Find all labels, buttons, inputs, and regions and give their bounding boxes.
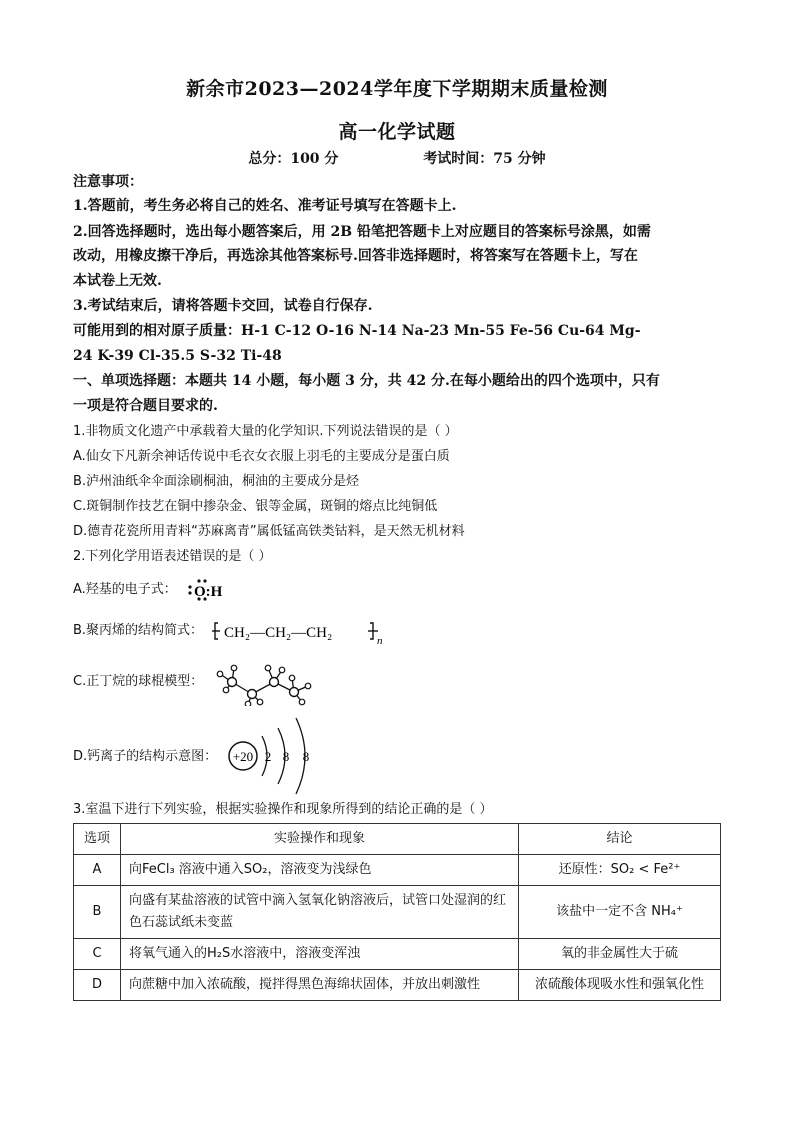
question-2-stem: 2.下列化学用语表述错误的是（ ） bbox=[73, 549, 272, 564]
row-operation: 向蔗糖中加入浓硫酸，搅拌得黑色海绵状固体，并放出刺激性 bbox=[121, 970, 519, 1001]
hydroxyl-formula-text: O:H bbox=[194, 584, 223, 600]
table-row bbox=[74, 855, 721, 886]
total-score: 总分：100 分 bbox=[248, 151, 339, 167]
calcium-ion-structure-diagram bbox=[226, 714, 326, 798]
question-1-option-a: A.仙女下凡新余神话传说中毛衣女衣服上羽毛的主要成分是蛋白质 bbox=[73, 449, 450, 464]
note-2-line-1: 2.回答选择题时，选出每小题答案后，用 2B 铅笔把答题卡上对应题目的答案标号涂黑，如需 bbox=[73, 224, 651, 240]
note-2-line-3: 本试卷上无效. bbox=[73, 273, 162, 289]
question-2-option-b: B.聚丙烯的结构简式： bbox=[73, 623, 204, 638]
row-option: A bbox=[74, 855, 121, 886]
note-3: 3.考试结束后，请将答题卡交回，试卷自行保存. bbox=[73, 298, 373, 314]
exam-time: 考试时间：75 分钟 bbox=[423, 151, 546, 167]
question-2-option-c: C.正丁烷的球棍模型： bbox=[73, 674, 204, 689]
section-1-line-1: 一、单项选择题：本题共 14 小题，每小题 3 分，共 42 分.在每小题给出的四个选项中，只有 bbox=[73, 373, 660, 389]
atomic-masses-line-1: 可能用到的相对原子质量：H-1 C-12 O-16 N-14 Na-23 Mn-55 Fe-56 Cu-64 Mg- bbox=[73, 323, 641, 339]
question-1-stem: 1.非物质文化遗产中承载着大量的化学知识.下列说法错误的是（ ） bbox=[73, 424, 458, 439]
nucleus-charge: +20 bbox=[232, 749, 254, 764]
butane-ball-stick-model bbox=[212, 656, 320, 706]
question-1-option-b: B.泸州油纸伞伞面涂刷桐油，桐油的主要成分是烃 bbox=[73, 474, 360, 489]
question-2-option-d: D.钙离子的结构示意图： bbox=[73, 749, 218, 764]
table-header-row bbox=[74, 824, 721, 855]
row-conclusion: 还原性：SO₂ < Fe²⁺ bbox=[519, 855, 721, 886]
shell-3-electrons: 8 bbox=[302, 749, 310, 764]
row-option: B bbox=[74, 886, 121, 939]
exam-title: 新余市2023—2024学年度下学期期末质量检测 bbox=[186, 78, 608, 100]
notes-heading: 注意事项： bbox=[73, 174, 143, 190]
question-2-option-a: A.羟基的电子式： bbox=[73, 582, 177, 597]
question-1-option-d: D.德青花瓷所用青料“苏麻离青”属低锰高铁类钴料，是天然无机材料 bbox=[73, 524, 465, 539]
exam-meta bbox=[0, 148, 794, 168]
row-option: C bbox=[74, 939, 121, 970]
question-1-option-c: C.斑铜制作技艺在铜中掺杂金、银等金属，斑铜的熔点比纯铜低 bbox=[73, 499, 438, 514]
header-operation: 实验操作和现象 bbox=[121, 824, 519, 855]
question-3-stem: 3.室温下进行下列实验，根据实验操作和现象所得到的结论正确的是（ ） bbox=[73, 802, 493, 817]
row-operation: 将氧气通入的H₂S水溶液中，溶液变浑浊 bbox=[121, 939, 519, 970]
shell-2-electrons: 8 bbox=[282, 749, 290, 764]
header-conclusion: 结论 bbox=[519, 824, 721, 855]
row-conclusion: 氧的非金属性大于硫 bbox=[519, 939, 721, 970]
row-operation: 向盛有某盐溶液的试管中滴入氢氧化钠溶液后，试管口处湿润的红色石蕊试纸未变蓝 bbox=[121, 886, 519, 939]
table-row bbox=[74, 970, 721, 1001]
table-row bbox=[74, 939, 721, 970]
shell-1-electrons: 2 bbox=[264, 749, 272, 764]
note-2-line-2: 改动，用橡皮擦干净后，再选涂其他答案标号.回答非选择题时，将答案写在答题卡上，写在 bbox=[73, 248, 638, 264]
exam-subtitle: 高一化学试题 bbox=[338, 121, 456, 143]
polypropylene-formula-text: CH₂—CH₂—CH₂ bbox=[224, 625, 333, 641]
row-conclusion: 浓硫酸体现吸水性和强氧化性 bbox=[519, 970, 721, 1001]
table-row bbox=[74, 886, 721, 939]
note-1: 1.答题前，考生务必将自己的姓名、准考证号填写在答题卡上. bbox=[73, 198, 457, 214]
experiment-table bbox=[73, 823, 721, 1001]
hydroxyl-electron-formula bbox=[186, 578, 236, 602]
header-option: 选项 bbox=[74, 824, 121, 855]
polymer-n-subscript: n bbox=[377, 635, 383, 645]
row-operation: 向FeCl₃ 溶液中通入SO₂，溶液变为浅绿色 bbox=[121, 855, 519, 886]
row-conclusion: 该盐中一定不含 NH₄⁺ bbox=[519, 886, 721, 939]
section-1-line-2: 一项是符合题目要求的. bbox=[73, 398, 218, 414]
row-option: D bbox=[74, 970, 121, 1001]
polypropylene-formula bbox=[212, 617, 387, 645]
atomic-masses-line-2: 24 K-39 Cl-35.5 S-32 Ti-48 bbox=[73, 348, 282, 364]
